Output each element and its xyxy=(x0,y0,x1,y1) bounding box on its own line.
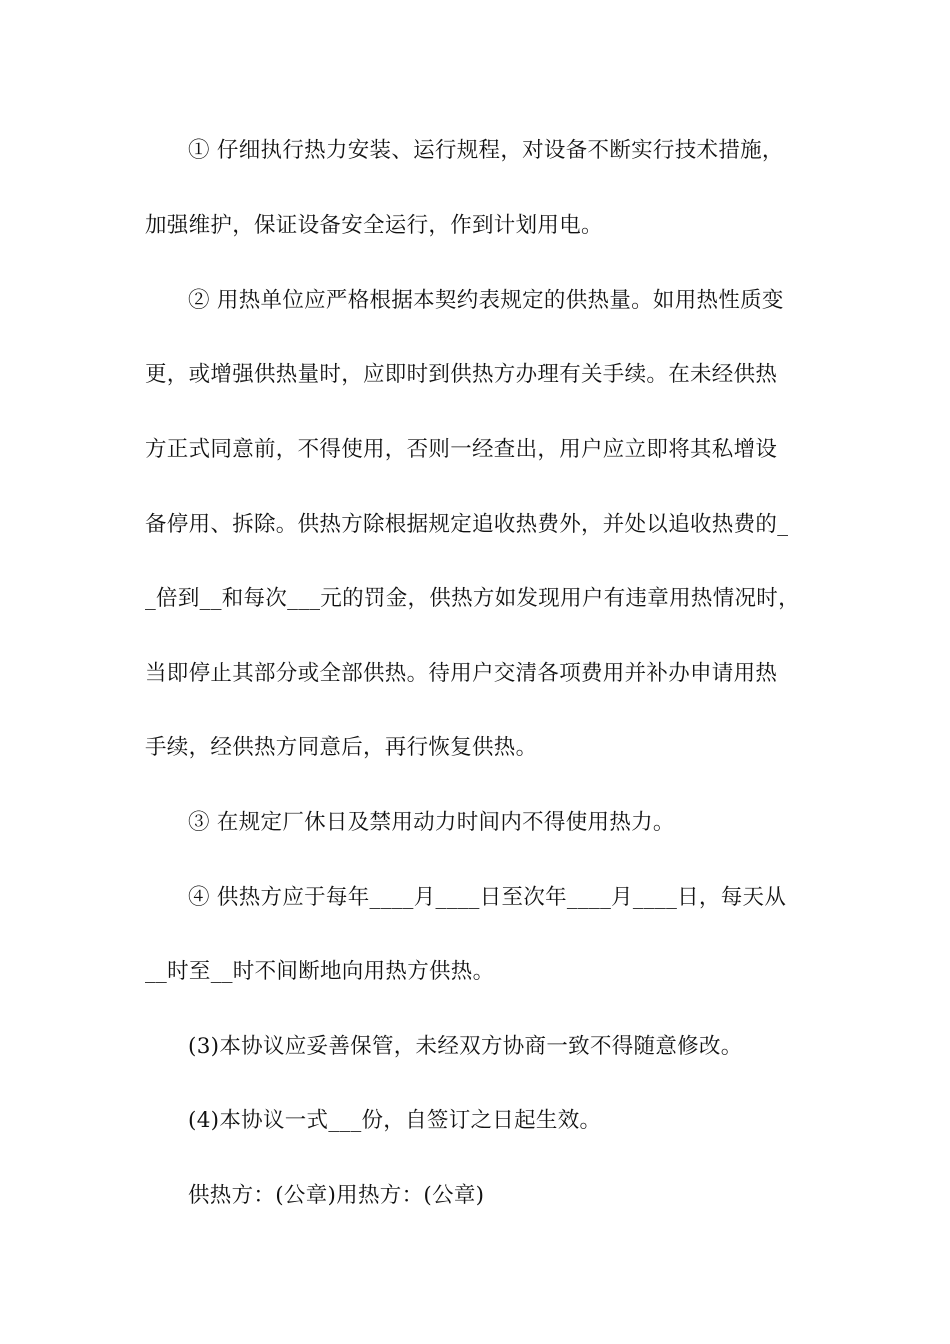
clause-1-line-1: ① 仔细执行热力安装、运行规程，对设备不断实行技术措施， xyxy=(188,138,784,163)
clause-2-line-4: 备停用、拆除。供热方除根据规定追收热费外，并处以追收热费的_ xyxy=(145,512,789,537)
clause-2-line-5: _倍到__和每次___元的罚金，供热方如发现用户有违章用热情况时， xyxy=(145,586,800,611)
clause-4-line-2: __时至__时不间断地向用热方供热。 xyxy=(145,959,495,984)
signature-line: 供热方：(公章)用热方：(公章) xyxy=(188,1183,485,1208)
article-3-line: (3)本协议应妥善保管，未经双方协商一致不得随意修改。 xyxy=(188,1034,743,1059)
article-4-line: (4)本协议一式___份，自签订之日起生效。 xyxy=(188,1108,602,1133)
clause-3-line-1: ③ 在规定厂休日及禁用动力时间内不得使用热力。 xyxy=(188,810,675,835)
clause-2-line-1: ② 用热单位应严格根据本契约表规定的供热量。如用热性质变 xyxy=(188,288,784,313)
clause-4-line-1: ④ 供热方应于每年____月____日至次年____月____日，每天从 xyxy=(188,885,787,910)
clause-1-line-2: 加强维护，保证设备安全运行，作到计划用电。 xyxy=(145,213,603,238)
clause-2-line-6: 当即停止其部分或全部供热。待用户交清各项费用并补办申请用热 xyxy=(145,661,778,686)
clause-2-line-3: 方正式同意前，不得使用，否则一经查出，用户应立即将其私增设 xyxy=(145,437,778,462)
clause-2-line-2: 更，或增强供热量时，应即时到供热方办理有关手续。在未经供热 xyxy=(145,362,778,387)
clause-2-line-7: 手续，经供热方同意后，再行恢复供热。 xyxy=(145,735,538,760)
